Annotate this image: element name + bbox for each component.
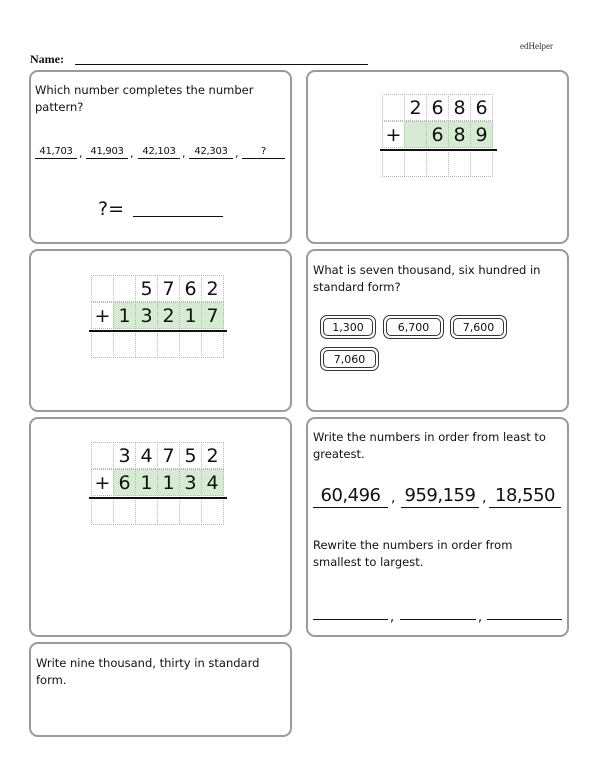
digit-cell: 1 (157, 469, 180, 496)
answer-cell[interactable] (113, 331, 136, 358)
digit-cell: 4 (201, 469, 224, 496)
digit-cell: 5 (179, 442, 202, 469)
digit-cell: 6 (113, 469, 136, 496)
digit-cell: 2 (201, 275, 224, 302)
answer-cell[interactable] (91, 498, 114, 525)
pattern-comma: , (130, 147, 134, 160)
digit-cell: 3 (113, 442, 136, 469)
pattern-item: 41,903 (86, 145, 128, 159)
digit-cell: 7 (201, 302, 224, 329)
digit-cell: 9 (470, 121, 493, 148)
digit-cell: 6 (426, 94, 449, 121)
answer-prompt: ?= (98, 198, 125, 220)
choice-label: 7,600 (462, 320, 495, 334)
order-comma: , (482, 490, 487, 506)
pattern-item: 42,103 (138, 145, 180, 159)
digit-cell: 8 (448, 94, 471, 121)
blank-comma: , (478, 610, 483, 625)
grid-cell (91, 442, 114, 469)
digit-cell: 5 (135, 275, 158, 302)
digit-cell: 3 (179, 469, 202, 496)
sum-line (89, 497, 227, 499)
digit-cell: 4 (135, 442, 158, 469)
answer-cell[interactable] (135, 331, 158, 358)
digit-cell: 6 (426, 121, 449, 148)
answer-blank[interactable] (400, 619, 476, 620)
answer-cell[interactable] (91, 331, 114, 358)
grid-cell (113, 275, 136, 302)
pattern-comma: , (182, 147, 186, 160)
digit-cell: 2 (157, 302, 180, 329)
blank-comma: , (390, 610, 395, 625)
question-text: What is seven thousand, six hundred in standard form? (313, 263, 541, 294)
answer-cell[interactable] (179, 331, 202, 358)
digit-cell: 2 (201, 442, 224, 469)
pattern-item: 41,703 (35, 145, 77, 159)
pattern-blank[interactable]: ? (242, 145, 285, 159)
choice-label: 6,700 (397, 320, 430, 334)
brand-label: edHelper (520, 41, 553, 51)
choice-option[interactable] (450, 315, 507, 339)
name-label: Name: (30, 52, 64, 66)
name-line (75, 64, 368, 65)
answer-cell[interactable] (113, 498, 136, 525)
choice-label: 7,060 (333, 352, 366, 366)
answer-cell[interactable] (157, 498, 180, 525)
answer-cell[interactable] (404, 150, 427, 177)
answer-line[interactable] (133, 216, 223, 217)
sum-line (89, 330, 227, 332)
question-text: Write nine thousand, thirty in standard form. (36, 656, 260, 687)
answer-cell[interactable] (201, 498, 224, 525)
plus-sign: + (382, 121, 405, 148)
question-text: Write the numbers in order from least to greatest. (313, 430, 546, 461)
digit-cell: 1 (135, 469, 158, 496)
digit-cell: 2 (404, 94, 427, 121)
digit-cell: 8 (448, 121, 471, 148)
answer-cell[interactable] (448, 150, 471, 177)
grid-cell (404, 121, 427, 148)
pattern-comma: , (235, 147, 239, 160)
answer-cell[interactable] (179, 498, 202, 525)
question-text: Which number completes the number pattern? (35, 83, 254, 114)
digit-cell: 6 (179, 275, 202, 302)
digit-cell: 1 (113, 302, 136, 329)
order-number: 60,496 (313, 484, 388, 508)
order-number: 959,159 (401, 484, 479, 508)
digit-cell: 6 (470, 94, 493, 121)
answer-cell[interactable] (157, 331, 180, 358)
answer-blank[interactable] (487, 619, 562, 620)
digit-cell: 1 (179, 302, 202, 329)
answer-cell[interactable] (135, 498, 158, 525)
plus-sign: + (91, 469, 114, 496)
sum-line (380, 149, 497, 151)
grid-cell (382, 94, 405, 121)
choice-option[interactable] (320, 315, 376, 339)
choice-label: 1,300 (332, 320, 364, 334)
plus-sign: + (91, 302, 114, 329)
choice-option[interactable] (383, 315, 444, 339)
digit-cell: 7 (157, 275, 180, 302)
digit-cell: 3 (135, 302, 158, 329)
answer-cell[interactable] (426, 150, 449, 177)
choice-option[interactable] (320, 347, 379, 371)
pattern-comma: , (79, 147, 83, 160)
answer-cell[interactable] (201, 331, 224, 358)
order-comma: , (391, 490, 396, 506)
digit-cell: 7 (157, 442, 180, 469)
grid-cell (91, 275, 114, 302)
answer-blank[interactable] (313, 619, 388, 620)
answer-cell[interactable] (470, 150, 493, 177)
answer-cell[interactable] (382, 150, 405, 177)
question-text: Rewrite the numbers in order from smallest to largest. (313, 538, 513, 569)
order-number: 18,550 (489, 484, 561, 508)
pattern-item: 42,303 (189, 145, 233, 159)
